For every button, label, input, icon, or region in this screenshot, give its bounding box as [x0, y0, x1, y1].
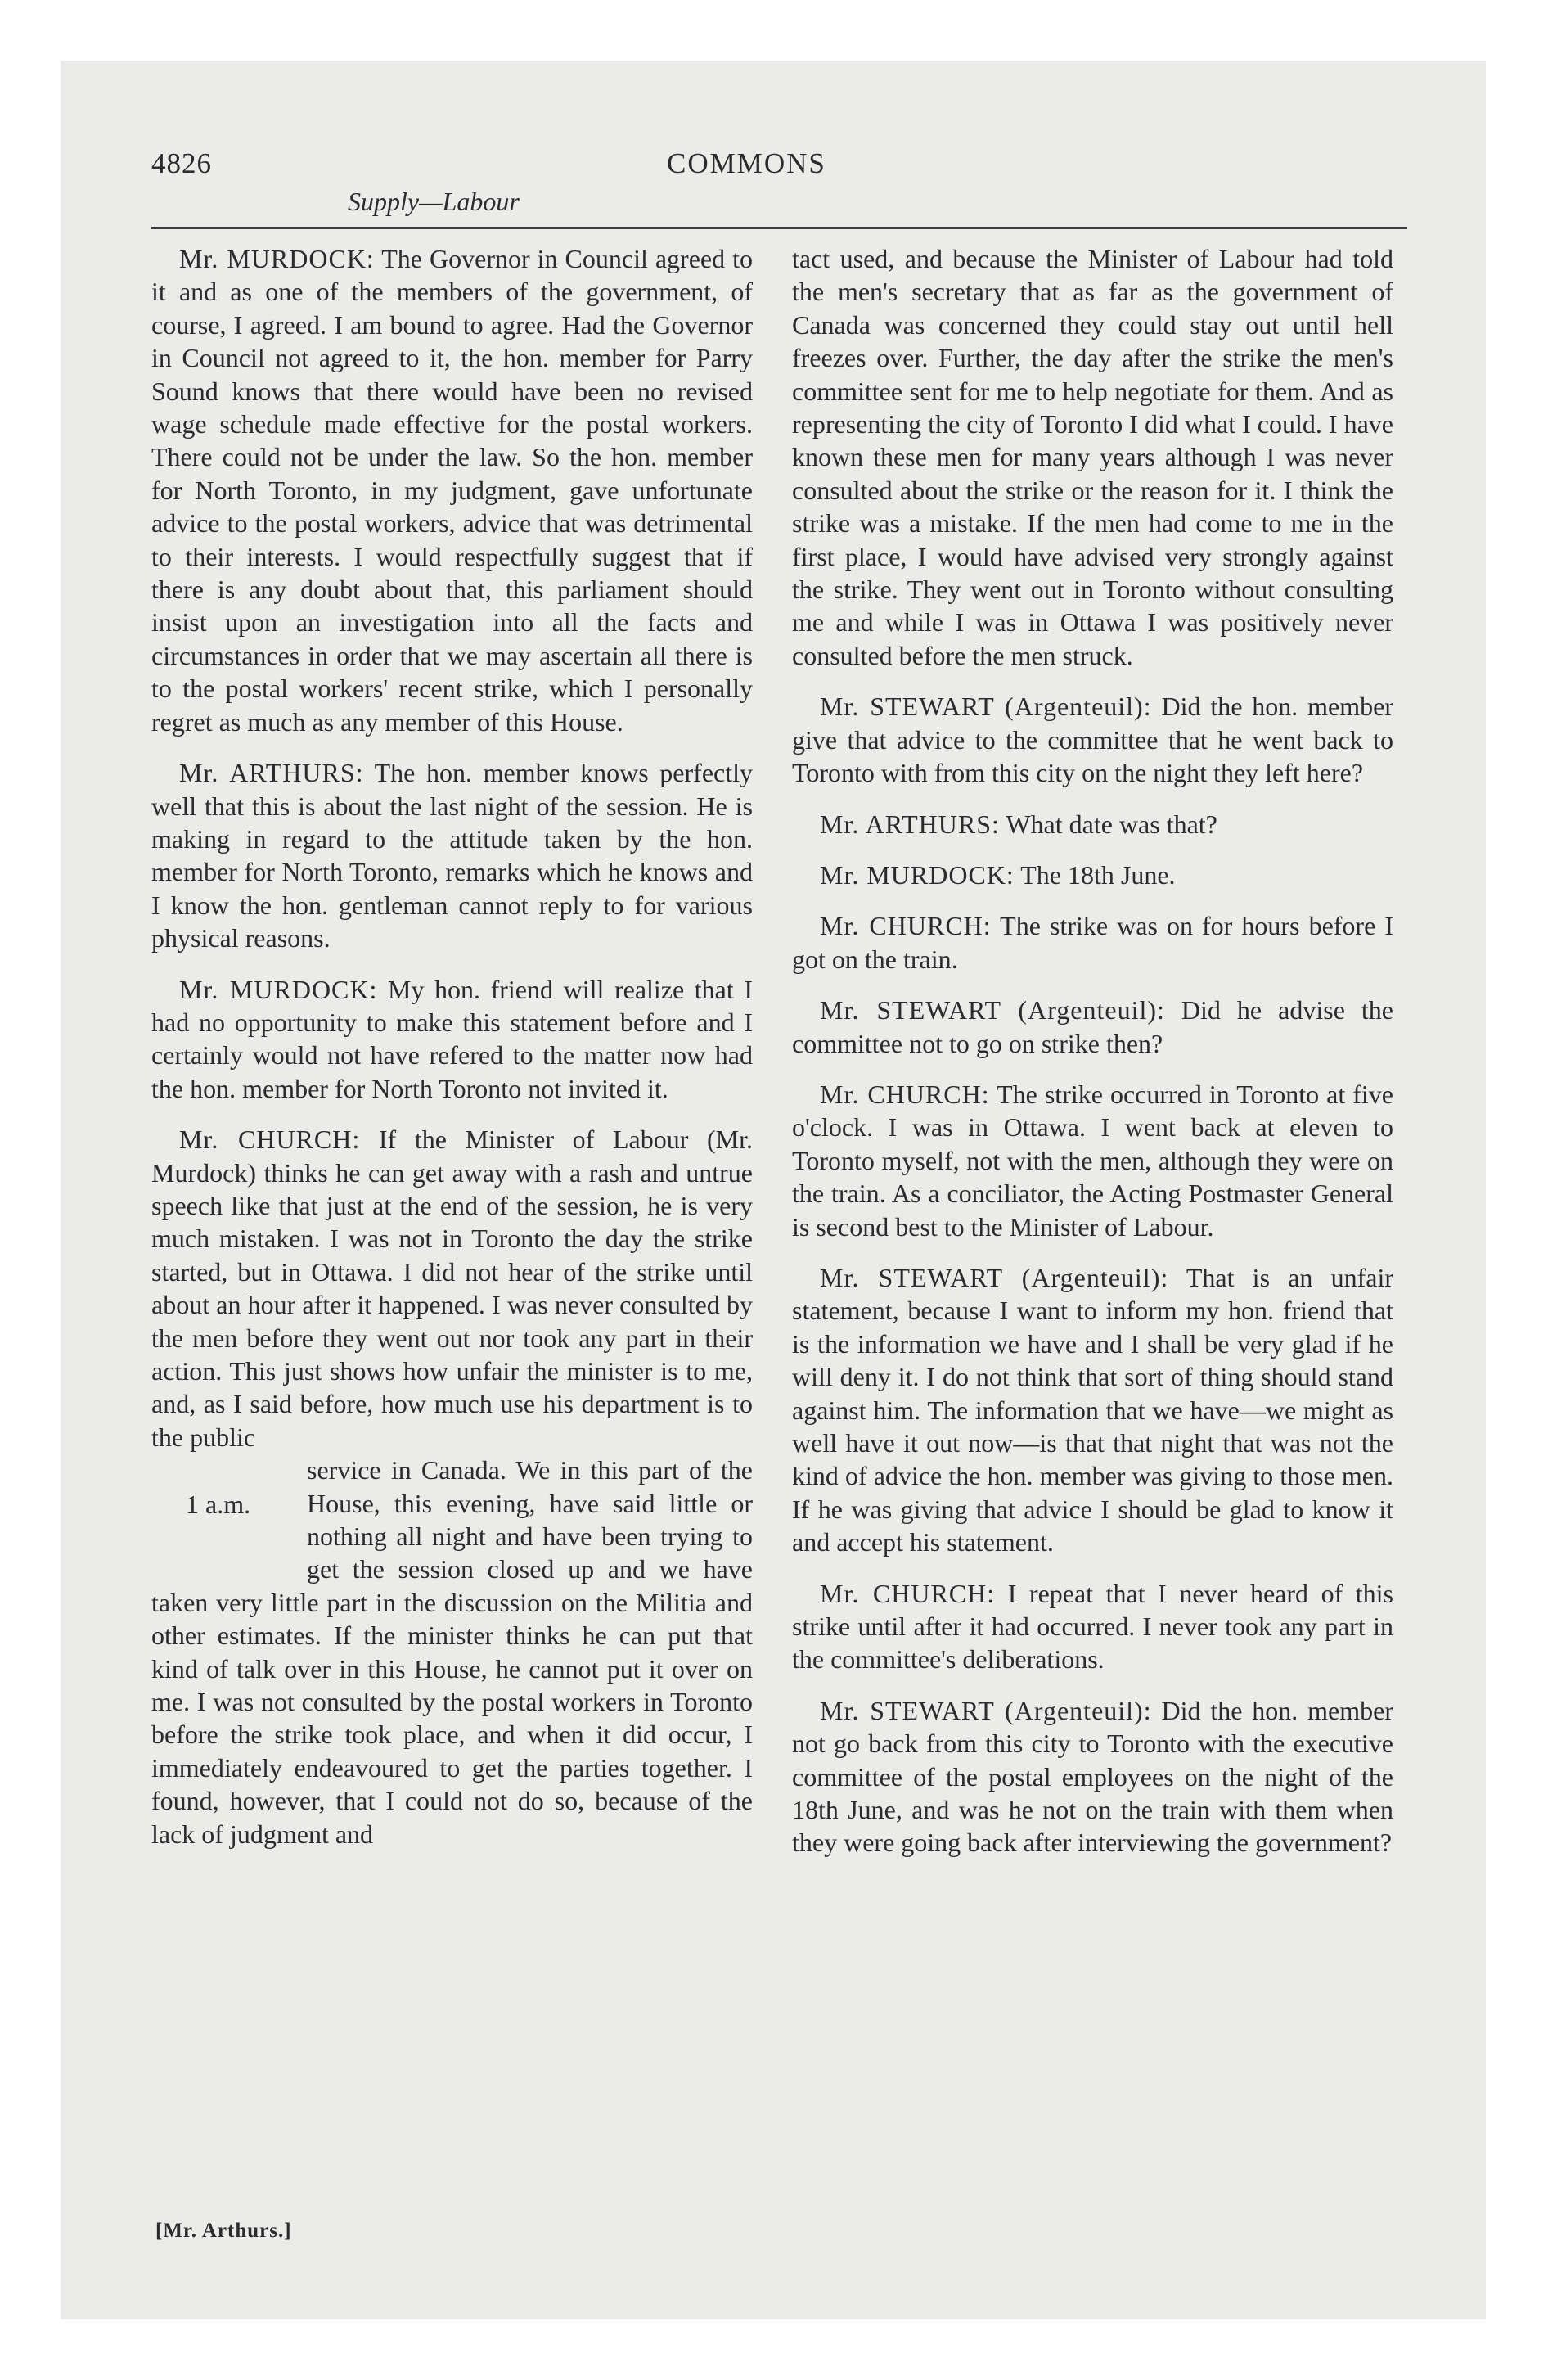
speaker-name: Mr. CHURCH:	[820, 1578, 996, 1608]
subject-heading: Supply—Labour	[348, 187, 520, 216]
speech-text: The 18th June.	[1014, 859, 1176, 890]
speech-paragraph	[151, 756, 753, 954]
speech-text: Did the hon. member not go back from this city to Toronto with the executive committee of the postal employees on the night of the 18th June, and was he not on the train with them when they were going back after interviewing the government?	[792, 1695, 1393, 1858]
page-header	[151, 147, 1407, 237]
speaker-name: Mr. STEWART (Argenteuil):	[820, 692, 1152, 722]
left-column	[151, 242, 753, 1850]
speech-paragraph	[792, 909, 1393, 976]
speaker-name: Mr. CHURCH:	[820, 911, 992, 941]
speech-paragraph	[792, 1694, 1393, 1859]
speech-paragraph	[792, 242, 1393, 672]
speech-text: service in Canada. We in this part of the House, this evening, have said little or nothing all night and have been trying to get the session closed up and we have taken very little part in the discussion on the Militia and other estimates. If the minister thinks he can put that kind of talk over in this House, he cannot put it over on me. I was not consulted by the postal workers in Toronto before the strike took place, and when it did occur, I immediately endeavoured to get the parties together. I found, however, that I could not do so, because of the lack of judgment and	[151, 1455, 753, 1849]
speech-text: Did the hon. member give that advice to the committee that he went back to Toronto with from this city on the night they left here?	[792, 692, 1393, 788]
speech-text: My hon. friend will realize that I had no opportunity to make this statement before and I certainly would not have refered to the matter now had the hon. member for North Toronto not invited it.	[151, 974, 754, 1103]
page-number: 4826	[151, 147, 212, 179]
speech-text: Did he advise the committee not to go on strike then?	[792, 995, 1393, 1058]
speech-paragraph	[792, 1577, 1393, 1676]
speech-paragraph	[792, 1261, 1393, 1559]
speech-text: The hon. member knows perfectly well that this is about the last night of the session. He is making in regard to the attitude taken by the hon. member for North Toronto, remarks which he knows and I know the hon. gentleman cannot reply to for various physical reasons.	[151, 758, 754, 953]
time-marker: 1 a.m.	[186, 1490, 251, 1520]
speech-paragraph	[151, 973, 753, 1106]
speaker-name: Mr. ARTHURS:	[820, 809, 1000, 839]
speech-text: That is an unfair statement, because I want to inform my hon. friend that is the information we have and I shall be very glad if he will deny it. I do not think that sort of thing should stand against him. The information that we have—we might as well have it out now—is that that night that was not the kind of advice the hon. member was giving to those men. If he was giving that advice I should be glad to know it and accept his statement.	[792, 1262, 1393, 1557]
header-rule	[151, 227, 1407, 229]
speaker-name: Mr. MURDOCK:	[179, 974, 378, 1004]
speech-text: What date was that?	[999, 809, 1217, 839]
speaker-name: Mr. MURDOCK:	[820, 859, 1015, 890]
speech-paragraph	[151, 242, 753, 738]
speaker-name: Mr. MURDOCK:	[179, 244, 375, 273]
right-column	[792, 242, 1393, 1877]
speech-text: tact used, and because the Minister of Labour had told the men's secretary that as far as the government of Canada was concerned they could stay out until hell freezes over. Further, the day after the strike the men's committee sent for me to help negotiate for them. And as representing the city of Toronto I did what I could. I have known these men for many years although I was never consulted about the strike or the reason for it. I think the strike was a mistake. If the men had come to me in the first place, I would have advised very strongly against the strike. They went out in Toronto without consulting me and while I was in Ottawa I was positively never consulted before the men struck.	[792, 244, 1393, 670]
speaker-name: Mr. STEWART (Argenteuil):	[820, 995, 1165, 1025]
page-title: COMMONS	[667, 147, 826, 179]
speech-text: If the Minister of Labour (Mr. Murdock) thinks he can get away with a rash and untrue speech like that just at the end of the session, he is very much mistaken. I was not in Toronto the day the strike started, but in Ottawa. I did not hear of the strike until about an hour after it happened. I was never consulted by the men before they went out nor took any part in their action. This just shows how unfair the minister is to me, and, as I said before, how much use his department is to the public	[151, 1125, 754, 1452]
speech-text: The strike occurred in Toronto at five o'clock. I was in Ottawa. I went back at eleven to Toronto myself, not with the men, although they were on the train. As a conciliator, the Acting Postmaster General is second best to the Minister of Labour.	[792, 1079, 1394, 1242]
speaker-name: Mr. STEWART (Argenteuil):	[820, 1695, 1152, 1725]
speaker-name: Mr. CHURCH:	[820, 1079, 990, 1109]
speech-paragraph	[792, 859, 1393, 891]
speech-paragraph	[792, 808, 1393, 841]
speech-text: I repeat that I never heard of this strike until after it had occurred. I never took any part in the committee's deliberations.	[792, 1578, 1394, 1675]
speaker-name: Mr. STEWART (Argenteuil):	[820, 1262, 1169, 1292]
speech-paragraph	[792, 690, 1393, 789]
speech-text: The strike was on for hours before I got on the train.	[792, 911, 1394, 974]
page-footer: [Mr. Arthurs.]	[155, 2220, 292, 2242]
speaker-name: Mr. ARTHURS:	[179, 758, 364, 788]
speaker-name: Mr. CHURCH:	[179, 1125, 361, 1155]
speech-paragraph	[792, 994, 1393, 1060]
speech-text: The Governor in Council agreed to it and as one of the members of the government, of course, I agreed. I am bound to agree. Had the Governor in Council not agreed to it, the hon. member for Parry Sound knows that there would have been no revised wage schedule made effective for the postal workers. There could not be under the law. So the hon. member for North Toronto, in my judgment, gave unfortunate advice to the postal workers, advice that was detrimental to their interests. I would respectfully suggest that if there is any doubt about that, this parliament should insist upon an investigation into all the facts and circumstances in order that we may ascertain all there is to the postal workers' recent strike, which I personally regret as much as any member of this House.	[151, 244, 754, 737]
speech-continuation	[151, 1454, 753, 1850]
speech-paragraph	[151, 1123, 753, 1454]
speech-paragraph	[792, 1078, 1393, 1243]
